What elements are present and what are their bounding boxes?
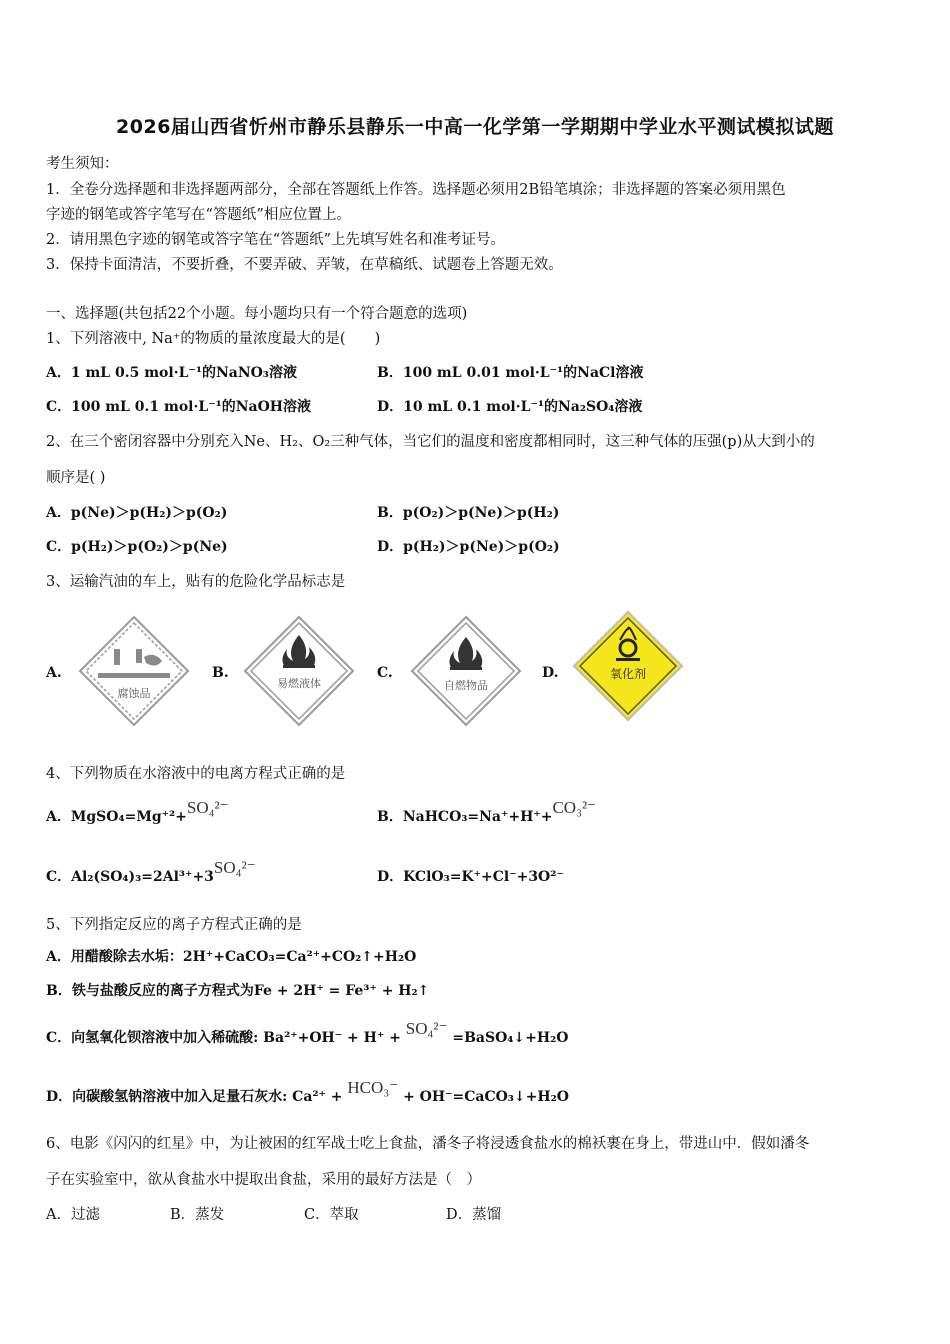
q4-option-b[interactable]: [377, 798, 597, 826]
q5-stem: 5、下列指定反应的离子方程式正确的是: [46, 917, 302, 933]
notice-item-2: 2．请用黑色字迹的钢笔或答字笔在“答题纸”上先填写姓名和准考证号。: [46, 232, 506, 248]
q3-option-d-label[interactable]: D.: [542, 665, 559, 681]
q4-c-text: C．Al₂(SO₄)₃=2Al³⁺+3: [46, 869, 214, 885]
q2-stem-cont: 顺序是( ): [46, 470, 106, 486]
flammable-liquid-sign[interactable]: [243, 615, 355, 727]
q5-c-post: =BaSO₄↓+H₂O: [452, 1030, 569, 1046]
q4-option-c[interactable]: [46, 858, 256, 886]
q6-option-c[interactable]: C．萃取: [304, 1207, 359, 1223]
q4-option-a[interactable]: [46, 798, 229, 826]
q5-option-c[interactable]: [46, 1019, 569, 1047]
sign-c-text: 自燃物品: [444, 679, 488, 692]
q6-option-a[interactable]: A．过滤: [46, 1207, 100, 1223]
q4-a-ion: SO₄²⁻: [186, 798, 229, 817]
spontaneous-combustion-sign[interactable]: [410, 615, 522, 727]
q2-option-c[interactable]: C．p(H₂)＞p(O₂)＞p(Ne): [46, 539, 228, 555]
q6-stem-cont: 子在实验室中，欲从食盐水中提取出食盐，采用的最好方法是（ ）: [46, 1172, 481, 1188]
q5-d-text: D．向碳酸氢钠溶液中加入足量石灰水: Ca²⁺ +: [46, 1089, 343, 1105]
q2-option-b[interactable]: B．p(O₂)＞p(Ne)＞p(H₂): [377, 505, 560, 521]
q4-a-text: A．MgSO₄=Mg⁺²+: [46, 809, 187, 825]
q3-option-a-label[interactable]: A.: [46, 665, 62, 681]
sign-b-text: 易燃液体: [277, 677, 321, 690]
q1-option-b[interactable]: B．100 mL 0.01 mol·L⁻¹的NaCl溶液: [377, 365, 644, 381]
q4-option-d[interactable]: D．KClO₃=K⁺+Cl⁻+3O²⁻: [377, 869, 564, 885]
notice-item-3: 3．保持卡面清洁，不要折叠，不要弄破、弄皱，在草稿纸、试题卷上答题无效。: [46, 257, 563, 273]
q5-d-ion: HCO₃⁻: [347, 1078, 399, 1097]
q5-d-post: + OH⁻=CaCO₃↓+H₂O: [403, 1089, 569, 1105]
section-heading: 一、选择题(共包括22个小题。每小题均只有一个符合题意的选项): [46, 306, 468, 322]
q2-stem: 2、在三个密闭容器中分别充入Ne、H₂、O₂三种气体，当它们的温度和密度都相同时，这三种气体的压强(p)从大到小的: [46, 434, 815, 450]
q4-b-text: B．NaHCO₃=Na⁺+H⁺+: [377, 809, 553, 825]
q3-stem: 3、运输汽油的车上，贴有的危险化学品标志是: [46, 574, 346, 590]
corrosive-bar-icon: [98, 673, 170, 678]
sign-a-text: 腐蚀品: [117, 687, 151, 700]
sign-d-text: 氧化剂: [609, 667, 647, 681]
q1-option-a[interactable]: A．1 mL 0.5 mol·L⁻¹的NaNO₃溶液: [46, 365, 297, 381]
q4-b-ion: CO₃²⁻: [552, 798, 597, 817]
q1-stem: 1、下列溶液中, Na⁺的物质的量浓度最大的是( ): [46, 331, 381, 347]
q2-option-d[interactable]: D．p(H₂)＞p(Ne)＞p(O₂): [377, 539, 560, 555]
q5-option-a[interactable]: A．用醋酸除去水垢：2H⁺+CaCO₃=Ca²⁺+CO₂↑+H₂O: [46, 949, 417, 965]
q5-c-ion: SO₄²⁻: [405, 1019, 448, 1038]
q6-stem: 6、电影《闪闪的红星》中，为让被困的红军战士吃上食盐，潘冬子将浸透食盐水的棉袄裹在身上，带进山中．假如潘冬: [46, 1136, 810, 1152]
q4-c-ion: SO₄²⁻: [213, 858, 256, 877]
notice-item-1-cont: 字迹的钢笔或答字笔写在“答题纸”相应位置上。: [46, 207, 351, 223]
q2-option-a[interactable]: A．p(Ne)＞p(H₂)＞p(O₂): [46, 505, 228, 521]
q3-option-b-label[interactable]: B.: [212, 665, 229, 681]
notice-heading: 考生须知：: [46, 156, 119, 172]
q4-stem: 4、下列物质在水溶液中的电离方程式正确的是: [46, 766, 346, 782]
q6-option-d[interactable]: D．蒸馏: [446, 1207, 502, 1223]
q1-option-d[interactable]: D．10 mL 0.1 mol·L⁻¹的Na₂SO₄溶液: [377, 399, 643, 415]
oxidizer-sign[interactable]: [572, 610, 684, 722]
q5-option-d[interactable]: [46, 1078, 569, 1106]
q6-option-b[interactable]: B．蒸发: [170, 1207, 225, 1223]
notice-item-1: 1．全卷分选择题和非选择题两部分，全部在答题纸上作答。选择题必须用2B铅笔填涂；非选择题的答案必须用黑色: [46, 182, 786, 198]
q5-c-text: C．向氢氧化钡溶液中加入稀硫酸: Ba²⁺+OH⁻ + H⁺ +: [46, 1030, 401, 1046]
q3-option-c-label[interactable]: C.: [377, 665, 393, 681]
q1-option-c[interactable]: C．100 mL 0.1 mol·L⁻¹的NaOH溶液: [46, 399, 312, 415]
page-title: 2026届山西省忻州市静乐县静乐一中高一化学第一学期期中学业水平测试模拟试题: [116, 116, 834, 138]
corrosive-sign[interactable]: [78, 615, 190, 727]
q5-option-b[interactable]: B．铁与盐酸反应的离子方程式为Fe + 2H⁺ = Fe³⁺ + H₂↑: [46, 983, 430, 999]
